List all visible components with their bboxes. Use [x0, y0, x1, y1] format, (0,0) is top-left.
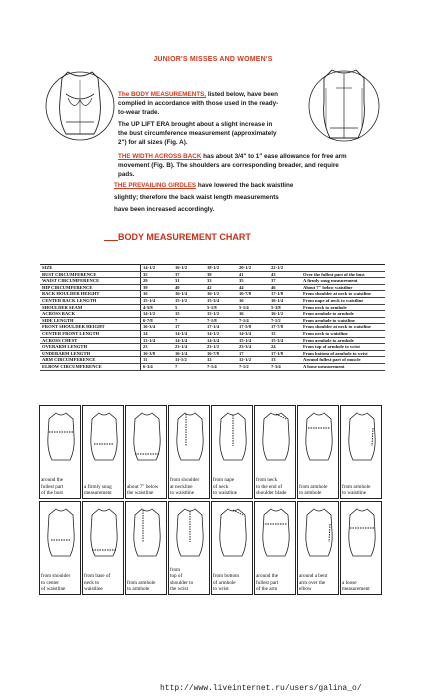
measurement-figure	[340, 501, 382, 595]
intro-line: has about 3/4" to 1" ease allowance for free arm	[203, 153, 347, 160]
size-value: 35	[141, 271, 174, 278]
row-description: From armhole to armhole	[301, 311, 385, 318]
table-row	[40, 278, 385, 285]
caption-line: to armhole	[299, 489, 322, 496]
caption-line: to armhole	[127, 585, 150, 592]
size-value: 23	[141, 344, 174, 351]
table-row	[40, 324, 385, 331]
torso-outline	[349, 413, 375, 460]
figure-caption	[170, 567, 208, 592]
size-value: 17-1/8	[269, 350, 301, 357]
row-label: ACROSS CHEST	[40, 337, 141, 344]
table-row	[40, 304, 385, 311]
caption-line: from shoulder	[41, 573, 71, 580]
measurement-figure	[254, 405, 296, 499]
size-value: 41	[237, 271, 269, 278]
size-value: 23-3/4	[237, 344, 269, 351]
torso-sketch	[301, 506, 337, 558]
size-value: 5	[173, 304, 205, 311]
torso-sketch	[43, 506, 79, 558]
caption-line: from armhole	[299, 483, 328, 490]
caption-line: top of	[170, 573, 183, 580]
row-description: A loose measurement	[301, 363, 385, 370]
caption-line: to waistline	[213, 489, 238, 496]
figure-caption	[213, 573, 251, 592]
row-description: From armhole to armhole	[301, 337, 385, 344]
table-row	[40, 350, 385, 357]
figure-caption	[84, 484, 122, 496]
table-row	[40, 357, 385, 364]
size-value: 23-1/2	[205, 344, 237, 351]
caption-line: from bottom	[213, 573, 240, 580]
size-value: 16-1/2	[173, 265, 205, 272]
row-label: ACROSS BACK	[40, 311, 141, 318]
size-value: 14-1/2	[141, 311, 174, 318]
size-value: 11	[141, 357, 174, 364]
size-value: 11-1/2	[173, 357, 205, 364]
size-value: 16-1/4	[269, 297, 301, 304]
intro-line: complied in accordance with those used in the ready-	[118, 100, 279, 108]
caption-line: about 7" below	[127, 483, 159, 490]
caption-line: arm over the	[299, 579, 326, 586]
size-value: 7-1/2	[269, 317, 301, 324]
torso-sketch	[258, 410, 294, 462]
title-rule	[104, 240, 118, 241]
row-description: About 7" below waistline	[301, 284, 385, 291]
measurement-figure	[125, 405, 167, 499]
table-row	[40, 311, 385, 318]
row-label: SHOULDER SEAM	[40, 304, 141, 311]
torso-sketch	[86, 410, 122, 462]
row-label: CENTER FRONT LENGTH	[40, 330, 141, 337]
row-label: BACK HOULDER HEIGHT	[40, 291, 141, 298]
figure-caption	[256, 477, 294, 496]
figure-caption	[342, 580, 380, 592]
size-value: 15-1/2	[205, 311, 237, 318]
table-row	[40, 317, 385, 324]
size-value: 40	[173, 284, 205, 291]
size-value: 16-1/2	[205, 291, 237, 298]
measurement-figure	[82, 405, 124, 499]
measurement-figure	[211, 501, 253, 595]
caption-line: waistline	[84, 585, 103, 592]
figure-caption	[256, 573, 294, 592]
size-value: 22-1/2	[269, 265, 301, 272]
torso-outline	[134, 509, 160, 556]
size-value: 20-1/2	[237, 265, 269, 272]
measurement-figure-grid	[39, 405, 384, 595]
size-value: 15-1/4	[237, 337, 269, 344]
size-value: 13	[269, 357, 301, 364]
torso-outline	[134, 413, 160, 460]
measurement-figure	[297, 405, 339, 499]
table-row	[40, 330, 385, 337]
size-value: 23-1/4	[173, 344, 205, 351]
torso-outline	[91, 413, 117, 460]
intro-line: pads.	[118, 171, 135, 179]
size-value: 17	[237, 350, 269, 357]
size-value: 16-3/4	[141, 324, 174, 331]
table-header-row	[40, 265, 385, 272]
size-value: 15	[173, 311, 205, 318]
table-row	[40, 337, 385, 344]
row-label: UNDERARM LENGTH	[40, 350, 141, 357]
figure-caption	[41, 573, 79, 592]
caption-line: elbow	[299, 585, 312, 592]
row-label: BUST CIRCUMFERENCE	[40, 271, 141, 278]
intro-line: the bust circumference measurement (approximately	[118, 130, 277, 138]
row-description: From bottom of armhole to wrist	[301, 350, 385, 357]
size-value: 6-3/4	[141, 363, 174, 370]
size-value: 16-3/8	[141, 350, 174, 357]
size-value: 16-1/4	[173, 291, 205, 298]
size-value: 7	[173, 363, 205, 370]
measurement-figure	[168, 405, 210, 499]
intro-line: have lowered the back waistline	[197, 182, 294, 189]
size-value: 5-1/8	[205, 304, 237, 311]
caption-line: to the end of	[256, 483, 283, 490]
torso-sketch	[43, 410, 79, 462]
size-value: 7-1/4	[205, 363, 237, 370]
measurement-figure	[39, 405, 81, 499]
bodice-front-figure	[44, 60, 116, 154]
size-value: 16	[237, 297, 269, 304]
size-value: 37	[173, 271, 205, 278]
row-label: ELBOW CIRCUMFERENCE	[40, 363, 141, 370]
size-value: 14-3/4	[205, 337, 237, 344]
size-value: 6-7/8	[141, 317, 174, 324]
torso-outline	[306, 413, 332, 460]
caption-line: from base of	[84, 573, 111, 580]
measurement-figure	[39, 501, 81, 595]
intro-paragraph-2	[118, 120, 308, 148]
row-description: From top of armhole to wrist	[301, 344, 385, 351]
torso-sketch	[215, 506, 251, 558]
size-value: 29	[141, 278, 174, 285]
size-value: 24	[269, 344, 301, 351]
size-value: 16-7/8	[205, 350, 237, 357]
size-value: 15-1/2	[173, 297, 205, 304]
size-value: 44	[237, 284, 269, 291]
size-value: 35	[237, 278, 269, 285]
size-value: 16	[237, 311, 269, 318]
caption-line: to center	[41, 579, 60, 586]
row-description: From armhole to waistline	[301, 317, 385, 324]
intro-line: movement (Fig. B). The shoulders are corresponding breader, and require	[118, 162, 339, 170]
size-value: 16-7/8	[237, 291, 269, 298]
torso-outline	[349, 509, 375, 556]
size-value: 5-1/4	[237, 304, 269, 311]
torso-outline	[220, 509, 246, 556]
figure-caption	[299, 484, 337, 496]
caption-line: measurement	[84, 489, 112, 496]
size-value: 46	[269, 284, 301, 291]
caption-line: shoulder blade	[256, 489, 287, 496]
caption-line: the waistline	[127, 489, 154, 496]
measurement-figure	[340, 405, 382, 499]
size-value: 12	[205, 357, 237, 364]
row-label: WAIST CIRCUMFERENCE	[40, 278, 141, 285]
row-label: FRONT SHOULDER HEIGHT	[40, 324, 141, 331]
figure-caption	[213, 477, 251, 496]
row-label: SIZE	[40, 265, 141, 272]
intro-paragraph-1	[118, 90, 308, 118]
size-value: 14-1/4	[173, 330, 205, 337]
measurement-figure	[125, 501, 167, 595]
size-value: 14-1/4	[173, 337, 205, 344]
torso-outline	[48, 413, 74, 460]
caption-line: fullest part	[41, 483, 64, 490]
caption-line: around the	[41, 477, 64, 484]
row-description: From neck to waistline	[301, 330, 385, 337]
caption-line: the wrist	[170, 585, 189, 592]
intro-highlight: THE WIDTH ACROSS BACK	[118, 153, 202, 160]
torso-sketch	[86, 506, 122, 558]
row-label: CENTER BACK LENGTH	[40, 297, 141, 304]
size-value: 14-3/4	[237, 330, 269, 337]
measure-line	[329, 524, 330, 542]
size-value: 7-1/8	[205, 317, 237, 324]
torso-outline	[306, 509, 332, 556]
intro-paragraph-3	[118, 152, 388, 180]
measurement-figure	[254, 501, 296, 595]
caption-line: measurement	[342, 585, 370, 592]
size-value: 15-3/4	[269, 337, 301, 344]
torso-sketch	[172, 410, 208, 462]
intro-line: The UP LIFT ERA brought about a slight increase in	[118, 121, 273, 128]
row-description: Around fullest part of muscle	[301, 357, 385, 364]
intro-highlight: The BODY MEASUREMENTS,	[118, 91, 207, 98]
row-description: From shoulder at neck to waistline	[301, 324, 385, 331]
caption-line: to waistline	[342, 489, 367, 496]
caption-line: fullest part	[256, 579, 279, 586]
intro-line: slightly; therefore the back waist length measurements	[114, 194, 279, 201]
torso-outline	[263, 413, 289, 460]
size-value: 43	[269, 271, 301, 278]
size-value: 15-3/4	[205, 297, 237, 304]
size-value: 39	[205, 271, 237, 278]
size-value: 13-1/4	[141, 337, 174, 344]
caption-line: of the bust	[41, 489, 63, 496]
size-value: 17-7/8	[269, 324, 301, 331]
table-row	[40, 363, 385, 370]
table-row	[40, 271, 385, 278]
caption-line: of the arm	[256, 585, 278, 592]
torso-sketch	[258, 506, 294, 558]
figure-caption	[41, 477, 79, 496]
size-value: 18-1/2	[205, 265, 237, 272]
caption-line: from shoulder	[170, 477, 200, 484]
table-row	[40, 344, 385, 351]
row-description: A firmly snug measurement	[301, 278, 385, 285]
torso-sketch	[172, 506, 208, 558]
bodice-back-figure	[306, 58, 382, 156]
measurement-table	[40, 264, 385, 371]
torso-sketch	[344, 410, 380, 462]
measurement-figure	[211, 405, 253, 499]
row-description: From nape of neck to waistline	[301, 297, 385, 304]
torso-outline	[48, 509, 74, 556]
size-value: 7-1/4	[237, 317, 269, 324]
intro-paragraph-4	[114, 180, 384, 216]
table-row	[40, 284, 385, 291]
figure-caption	[299, 573, 337, 592]
torso-sketch	[129, 506, 165, 558]
size-value: 12-1/2	[237, 357, 269, 364]
row-label: ARM CIRCUMFERENCE	[40, 357, 141, 364]
torso-sketch	[129, 410, 165, 462]
row-description: From shoulder at neck to waistline	[301, 291, 385, 298]
caption-line: a loose	[342, 579, 357, 586]
size-value: 16	[141, 291, 174, 298]
caption-line: at neckline	[170, 483, 193, 490]
size-value: 5-3/8	[269, 304, 301, 311]
row-label: OVERARM LENGTH	[40, 344, 141, 351]
row-description: Over the fullest part of the bust	[301, 271, 385, 278]
torso-outline	[263, 509, 289, 556]
measure-line	[372, 428, 373, 446]
page-header: JUNIOR'S MISSES AND WOMEN'S	[153, 56, 273, 63]
caption-line: around the	[256, 573, 279, 580]
torso-sketch	[301, 410, 337, 462]
caption-line: around a bent	[299, 573, 328, 580]
row-description	[301, 265, 385, 272]
size-value: 7-1/2	[237, 363, 269, 370]
size-value: 14	[141, 330, 174, 337]
caption-line: from	[170, 567, 181, 574]
figure-caption	[170, 477, 208, 496]
row-label: HIP CIRCUMFERENCE	[40, 284, 141, 291]
size-value: 15	[269, 330, 301, 337]
size-value: 17-1/4	[205, 324, 237, 331]
measurement-figure	[82, 501, 124, 595]
table-row	[40, 297, 385, 304]
measurement-figure	[297, 501, 339, 595]
caption-line: from nape	[213, 477, 235, 484]
measurement-figure	[168, 501, 210, 595]
intro-line: to-wear trade.	[118, 109, 160, 117]
figure-caption	[127, 484, 165, 496]
chart-title: BODY MEASUREMENT CHART	[118, 232, 251, 242]
intro-line: 2") for all sizes (Fig. A).	[118, 139, 188, 147]
size-value: 33	[205, 278, 237, 285]
caption-line: from armhole	[342, 483, 371, 490]
size-value: 15-1/4	[141, 297, 174, 304]
figure-caption	[127, 580, 165, 592]
caption-line: shoulder to	[170, 579, 194, 586]
size-value: 14-1/2	[141, 265, 174, 272]
caption-line: to wrist	[213, 585, 229, 592]
row-description: From neck to armhole	[301, 304, 385, 311]
size-value: 16-1/2	[269, 311, 301, 318]
row-label: SIDE LENGTH	[40, 317, 141, 324]
size-value: 7-3/4	[269, 363, 301, 370]
source-url: http://www.liveinternet.ru/users/galina_o/	[160, 684, 362, 693]
caption-line: to waistline	[170, 489, 195, 496]
size-value: 37	[269, 278, 301, 285]
caption-line: of neck	[213, 483, 229, 490]
caption-line: a firmly snug	[84, 483, 112, 490]
figure-caption	[84, 573, 122, 592]
size-value: 4-5/8	[141, 304, 174, 311]
figure-caption	[342, 484, 380, 496]
size-value: 14-1/2	[205, 330, 237, 337]
caption-line: from neck	[256, 477, 278, 484]
size-value: 31	[173, 278, 205, 285]
caption-line: of armhole	[213, 579, 236, 586]
torso-outline	[91, 509, 117, 556]
size-value: 7	[173, 317, 205, 324]
size-value: 42	[205, 284, 237, 291]
caption-line: neck to	[84, 579, 100, 586]
torso-outline	[177, 413, 203, 460]
intro-line: have been increased accordingly.	[114, 206, 215, 213]
size-value: 17	[173, 324, 205, 331]
size-value: 17-1/8	[269, 291, 301, 298]
size-value: 39	[141, 284, 174, 291]
torso-sketch	[344, 506, 380, 558]
size-value: 16-1/4	[173, 350, 205, 357]
caption-line: of waistline	[41, 585, 66, 592]
caption-line: from armhole	[127, 579, 156, 586]
intro-highlight: THE PREVAILING GIRDLES	[114, 182, 197, 189]
intro-line: listed below, have been	[207, 91, 278, 98]
table-row	[40, 291, 385, 298]
torso-sketch	[215, 410, 251, 462]
size-value: 17-5/8	[237, 324, 269, 331]
